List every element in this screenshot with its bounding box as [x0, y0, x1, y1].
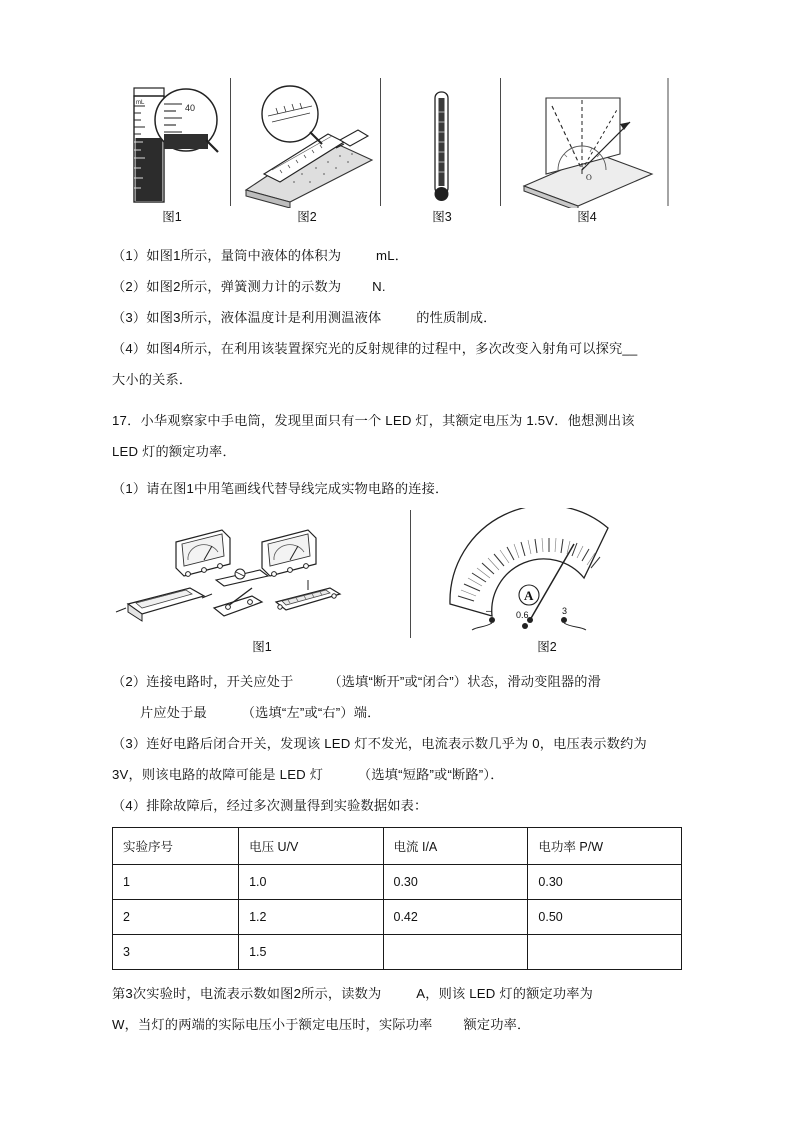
- cell-power-3: [528, 935, 682, 970]
- figure-caption-1: 图1: [162, 210, 182, 224]
- ammeter-tick-0-6: 0.6: [516, 610, 529, 620]
- figure-divider-1: [230, 78, 231, 206]
- question-top-4: （4）如图4所示，在利用该装置探究光的反射规律的过程中，多次改变入射角可以探究__: [112, 341, 638, 356]
- figure-3-thermometer: [382, 78, 502, 208]
- figure-mid-caption-2: 图2: [537, 640, 557, 654]
- question-top-4-cont: 大小的关系．: [112, 372, 193, 387]
- figure-caption-2: 图2: [297, 210, 317, 224]
- figure-divider-3: [500, 78, 501, 206]
- experiment-data-table: [112, 827, 682, 970]
- figure-1-graduated-cylinder: [112, 78, 232, 208]
- cell-index-3: 3: [113, 935, 239, 970]
- table-header-index: 实验序号: [113, 828, 239, 865]
- figure-captions-top: [112, 208, 682, 228]
- figure-mid-1-circuit-components: [112, 508, 412, 638]
- question-17-final-line2: W，当灯的两端的实际电压小于额定电压时，实际功率 额定功率．: [112, 1017, 531, 1032]
- figure-strip-mid: [112, 510, 682, 660]
- figure-caption-3: 图3: [432, 210, 452, 224]
- figure-mid-divider: [410, 510, 411, 638]
- table-header-row: [113, 828, 682, 865]
- figure-4-reflection-apparatus: [502, 78, 672, 208]
- lamp-holder-glyph: [216, 569, 268, 586]
- cell-voltage-1: 1.0: [239, 865, 383, 900]
- cell-index-2: 2: [113, 900, 239, 935]
- figure-captions-mid: [112, 638, 682, 658]
- cell-current-1: 0.30: [383, 865, 528, 900]
- table-header-voltage: 电压 U/V: [239, 828, 383, 865]
- switch-glyph: [214, 588, 262, 616]
- table-row: [113, 935, 682, 970]
- question-17-part2-line2: 片应处于最 （选填“左”或“右”）端．: [140, 705, 381, 720]
- table-header-power: 电功率 P/W: [528, 828, 682, 865]
- question-17-part1: （1）请在图1中用笔画线代替导线完成实物电路的连接．: [112, 481, 449, 496]
- question-top-1: （1）如图1所示，量筒中液体的体积为 mL．: [112, 248, 409, 263]
- figure-mid-2-ammeter-dial: [412, 508, 682, 638]
- question-17-part3-line1: （3）连好电路后闭合开关，发现该 LED 灯不发光，电流表示数几乎为 0，电压表示数约为: [112, 736, 647, 751]
- label-point-o: O: [586, 173, 592, 182]
- ammeter-tick-3: 3: [562, 606, 568, 616]
- question-17-stem-line2: LED 灯的额定功率．: [112, 444, 236, 459]
- cell-power-1: 0.30: [528, 865, 682, 900]
- cell-index-1: 1: [113, 865, 239, 900]
- question-top-3: （3）如图3所示，液体温度计是利用测温液体 的性质制成．: [112, 310, 497, 325]
- ammeter-glyph: [262, 530, 316, 576]
- question-17-stem-line1: 17．小华观察家中手电筒，发现里面只有一个 LED 灯，其额定电压为 1.5V．他想测出该: [112, 413, 635, 428]
- figure-row-top: [112, 78, 682, 208]
- table-header-current: 电流 I/A: [383, 828, 528, 865]
- cell-voltage-2: 1.2: [239, 900, 383, 935]
- figure-caption-4: 图4: [577, 210, 597, 224]
- label-scale-40: 40: [185, 103, 196, 113]
- voltmeter-glyph: [176, 530, 230, 576]
- label-ml: mL: [136, 100, 145, 106]
- battery-box-glyph: [116, 588, 212, 621]
- cell-current-2: 0.42: [383, 900, 528, 935]
- ammeter-symbol: A: [524, 588, 534, 603]
- figure-mid-caption-1: 图1: [252, 640, 272, 654]
- figure-2-spring-scale: [232, 78, 382, 208]
- ammeter-minus-label: –: [486, 606, 492, 617]
- question-17-part3-line2: 3V，则该电路的故障可能是 LED 灯 （选填“短路”或“断路”）．: [112, 767, 504, 782]
- rheostat-glyph: [276, 580, 340, 610]
- table-row: [113, 900, 682, 935]
- cell-current-3: [383, 935, 528, 970]
- question-17-final-line1: 第3次实验时，电流表示数如图2所示，读数为 A，则该 LED 灯的额定功率为: [112, 986, 594, 1001]
- question-17-part2-line1: （2）连接电路时，开关应处于 （选填“断开”或“闭合”）状态，滑动变阻器的滑: [112, 674, 602, 689]
- cell-power-2: 0.50: [528, 900, 682, 935]
- question-top-2: （2）如图2所示，弹簧测力计的示数为 N.: [112, 279, 386, 294]
- figure-divider-2: [380, 78, 381, 206]
- cell-voltage-3: 1.5: [239, 935, 383, 970]
- figure-strip-top: [112, 78, 682, 230]
- question-17-part4: （4）排除故障后，经过多次测量得到实验数据如表：: [112, 798, 428, 813]
- table-row: [113, 865, 682, 900]
